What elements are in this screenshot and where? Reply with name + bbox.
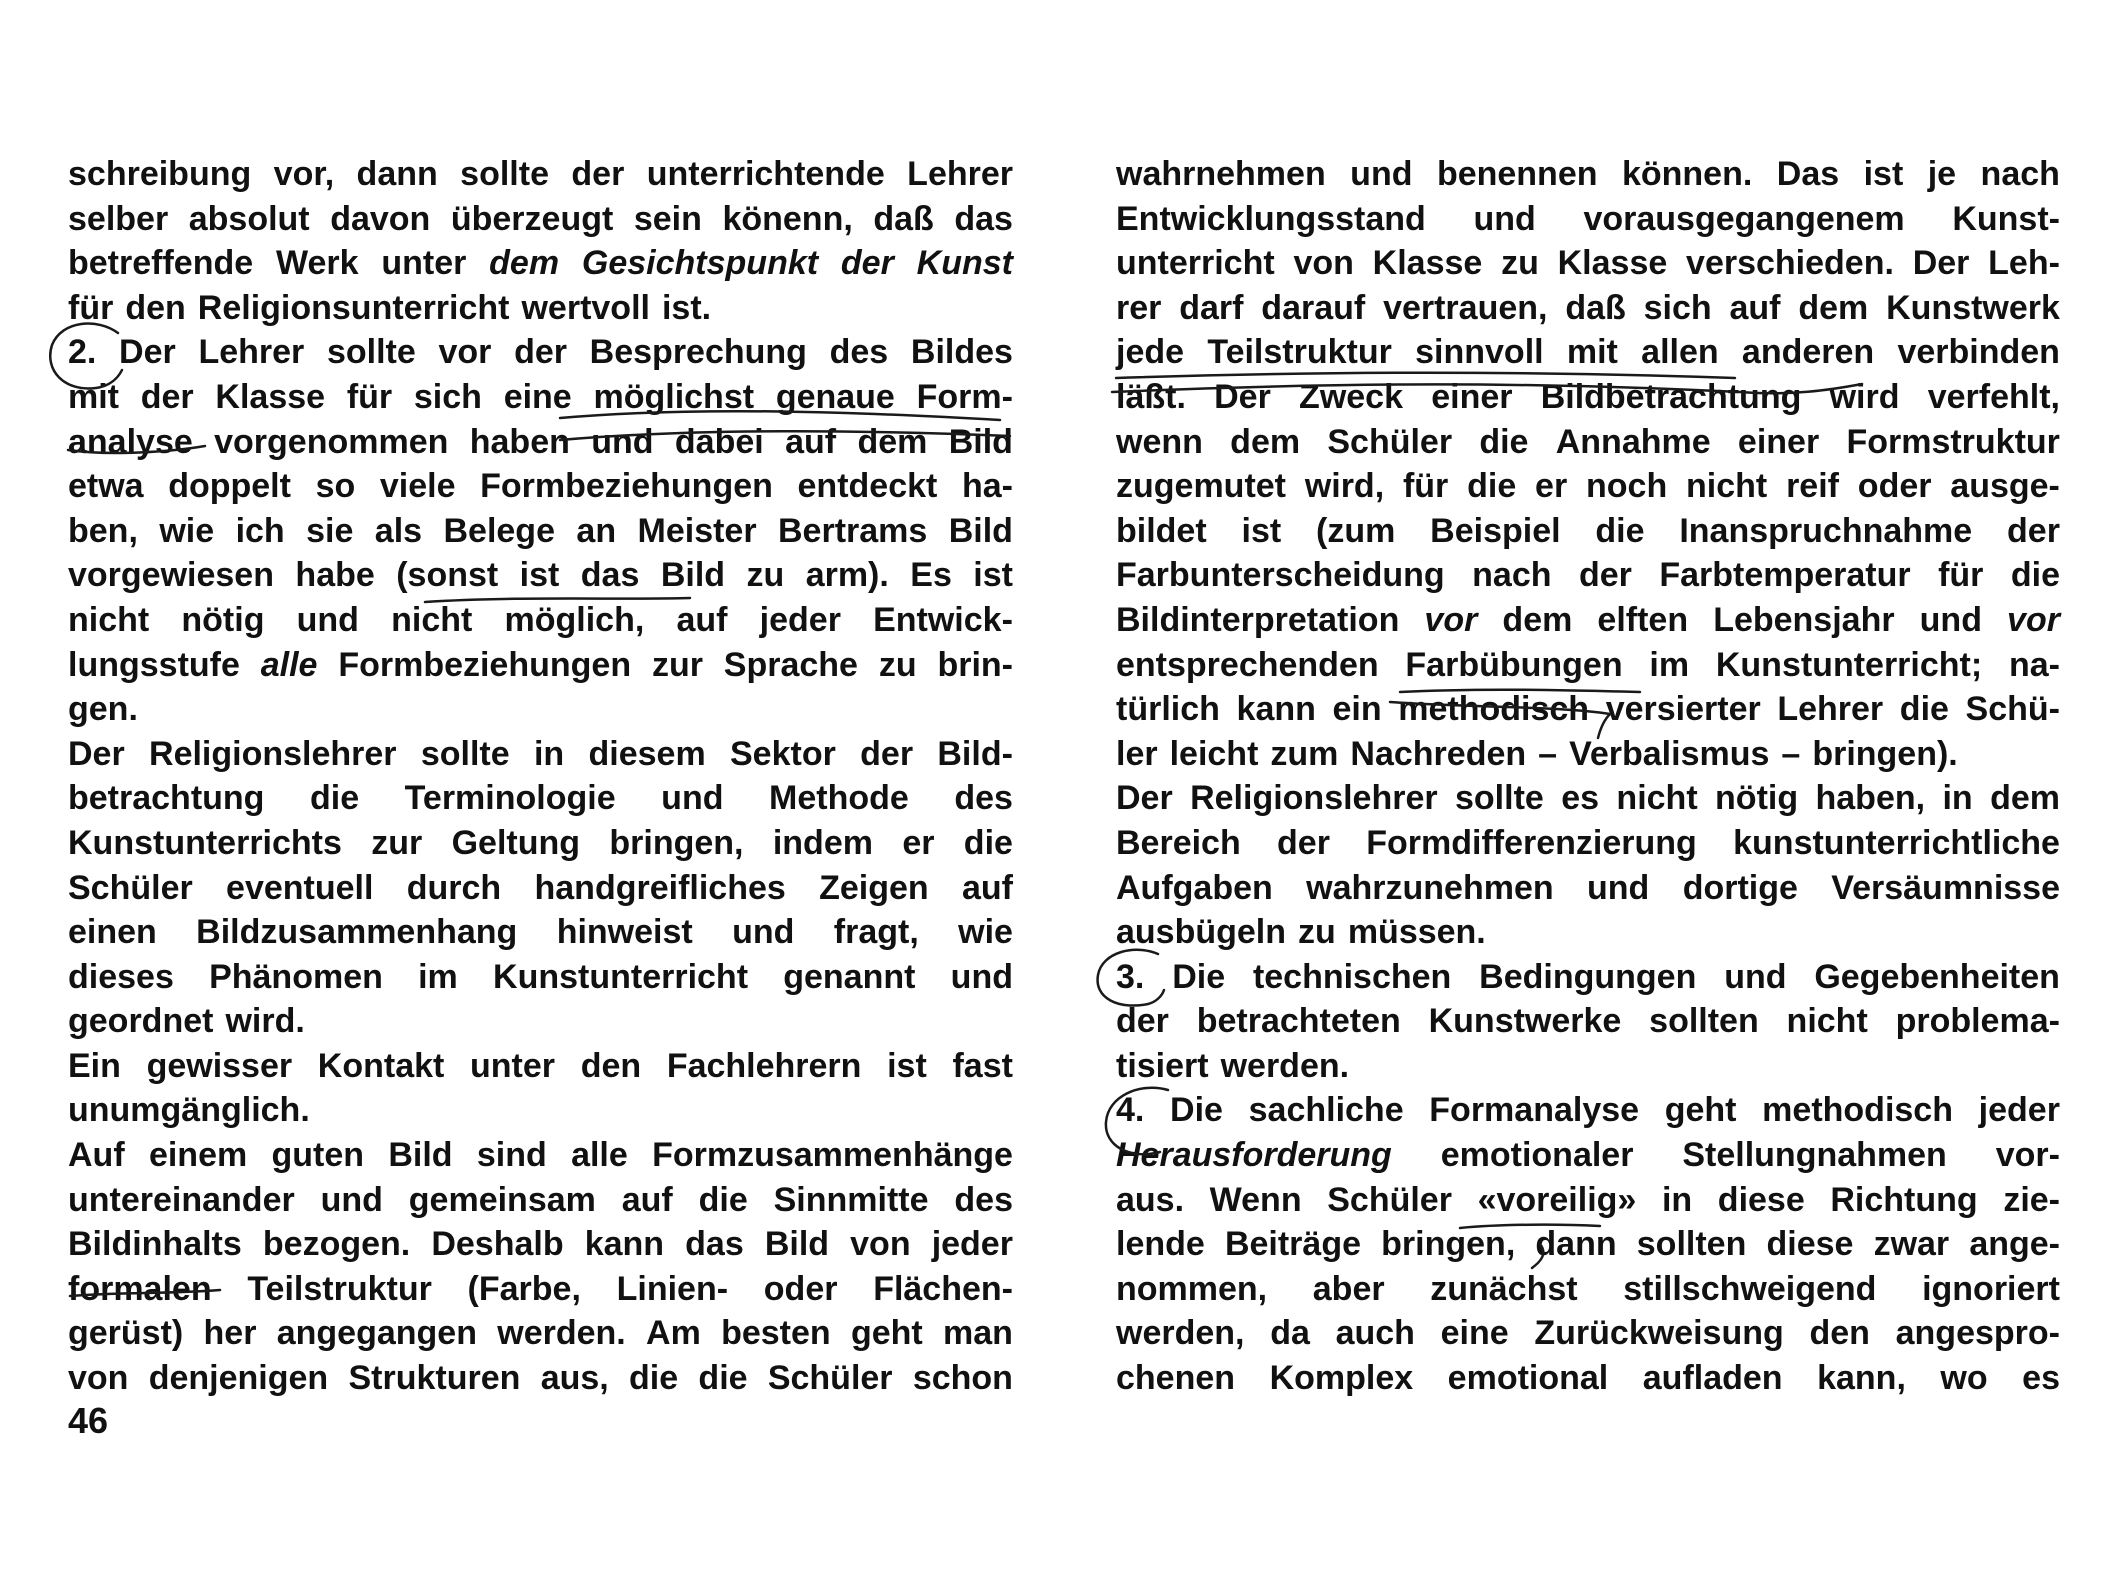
text-line: Auf einem guten Bild sind alle Formzusammenhänge [68,1136,1013,1175]
text-line: formalen Teilstruktur (Farbe, Linien- oder Flächen- [68,1269,1013,1308]
hook-bringen [1532,1244,1543,1268]
circle-mark-2 [50,324,122,389]
underline-farbuebungen [1400,690,1640,692]
text-line: 3. Die technischen Bedingungen und Gegebenheiten [1116,957,2060,996]
text-line: betrachtung die Terminologie und Methode des [68,779,1013,818]
text-line: Herausforderung emotionaler Stellungnahmen vor- [1116,1136,2060,1175]
text-line: nicht nötig und nicht möglich, auf jeder Entwick- [68,600,1013,639]
line-laesst [1112,384,1862,393]
text-line: gen. [68,690,138,729]
text-line: entsprechenden Farbübungen im Kunstunterricht; na- [1116,645,2060,684]
text-line: läßt. Der Zweck einer Bildbetrachtung wird verfehlt, [1116,377,2060,416]
text-line: für den Religionsunterricht wertvoll ist. [68,288,712,327]
text-line: von denjenigen Strukturen aus, die die Schüler schon [68,1359,1013,1398]
text-line: untereinander und gemeinsam auf die Sinnmitte des [68,1180,1013,1219]
text-line: 4. Die sachliche Formanalyse geht methodisch jeder [1116,1091,2060,1130]
text-line: selber absolut davon überzeugt sein könenn, daß das [68,199,1013,238]
text-line: Schüler eventuell durch handgreifliches Zeigen auf [68,868,1013,907]
text-line: vorgewiesen habe (sonst ist das Bild zu arm). Es ist [68,556,1013,595]
text-line: einen Bildzusammenhang hinweist und fragt, wie [68,913,1013,952]
text-line: türlich kann ein methodisch versierter Lehrer die Schü- [1116,690,2060,729]
text-line: geordnet wird. [68,1002,305,1041]
text-line: unterricht von Klasse zu Klasse verschieden. Der Leh- [1116,244,2060,283]
underline-formalen [70,1290,220,1296]
text-line: werden, da auch eine Zurückweisung den angespro- [1116,1314,2060,1353]
text-line: nommen, aber zunächst stillschweigend ignoriert [1116,1269,2060,1308]
circle-mark-3 [1098,950,1164,1006]
text-line: mit der Klasse für sich eine möglichst genaue Form- [68,377,1013,416]
text-line: dieses Phänomen im Kunstunterricht genannt und [68,957,1013,996]
text-line: chenen Komplex emotional aufladen kann, wo es [1116,1359,2060,1398]
underline-sonst-ist-das-bild [425,598,690,602]
text-line: ler leicht zum Nachreden – Verbalismus – bringen). [1116,734,1958,773]
line-haben-und-dabei [560,431,1010,440]
underline-analyse [68,446,205,453]
text-line: ben, wie ich sie als Belege an Meister Bertrams Bild [68,511,1013,550]
text-line: ausbügeln zu müssen. [1116,913,1486,952]
text-line: analyse vorgenommen haben und dabei auf dem Bild [68,422,1013,461]
text-line: Kunstunterrichts zur Geltung bringen, indem er die [68,823,1013,862]
underline-jede-teilstruktur [1116,373,1735,378]
text-line: wahrnehmen und benennen können. Das ist je nach [1116,155,2060,193]
text-line: Aufgaben wahrzunehmen und dortige Versäumnisse [1116,868,2060,907]
text-line: aus. Wenn Schüler «voreilig» in diese Richtung zie- [1116,1180,2060,1219]
text-line: lungsstufe alle Formbeziehungen zur Sprache zu brin- [68,645,1013,684]
text-line: wenn dem Schüler die Annahme einer Formstruktur [1116,422,2060,461]
line-methodisch [1390,702,1610,738]
text-line: bildet ist (zum Beispiel die Inanspruchnahme der [1116,511,2060,550]
text-line: 2. Der Lehrer sollte vor der Besprechung des Bildes [68,333,1013,372]
text-line: Bereich der Formdifferenzierung kunstunterrichtliche [1116,823,2060,862]
text-line: Der Religionslehrer sollte es nicht nötig haben, in dem [1116,779,2060,818]
circle-mark-4 [1106,1088,1168,1155]
text-line: rer darf darauf vertrauen, daß sich auf dem Kunstwerk [1116,288,2060,327]
text-line: Ein gewisser Kontakt unter den Fachlehrern ist fast [68,1046,1013,1085]
text-line: betreffende Werk unter dem Gesichtspunkt der Kunst [68,244,1013,283]
text-line: schreibung vor, dann sollte der unterrichtende Lehrer [68,155,1013,193]
text-line: jede Teilstruktur sinnvoll mit allen anderen verbinden [1116,333,2060,372]
text-line: lende Beiträge bringen, dann sollten diese zwar ange- [1116,1225,2060,1264]
text-line: Farbunterscheidung nach der Farbtemperatur für die [1116,556,2060,595]
text-line: unumgänglich. [68,1091,310,1130]
underline-moeglichst-genaue-form [560,411,1000,420]
text-line: Bildinhalts bezogen. Deshalb kann das Bild von jeder [68,1225,1013,1264]
text-line: der betrachteten Kunstwerke sollten nicht problema- [1116,1002,2060,1041]
text-line: etwa doppelt so viele Formbeziehungen entdeckt ha- [68,467,1013,506]
underline-voreilig [1460,1225,1600,1228]
text-line: gerüst) her angegangen werden. Am besten geht man [68,1314,1013,1353]
text-line: Bildinterpretation vor dem elften Lebensjahr und vor [1116,600,2060,639]
page-number: 46 [68,1400,109,1441]
text-line: Der Religionslehrer sollte in diesem Sektor der Bild- [68,734,1013,773]
text-line: tisiert werden. [1116,1046,1350,1085]
text-line: zugemutet wird, für die er noch nicht reif oder ausge- [1116,467,2060,506]
text-line: Entwicklungsstand und vorausgegangenem Kunst- [1116,199,2060,238]
